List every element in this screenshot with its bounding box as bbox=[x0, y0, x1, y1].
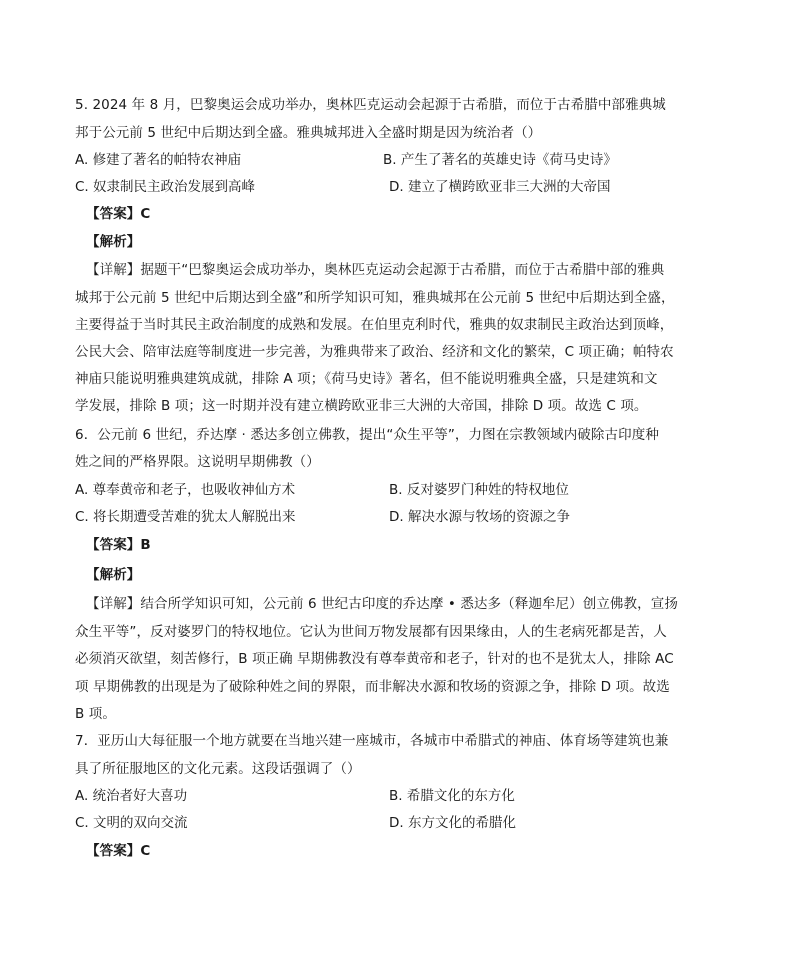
q6-stem-line-2: 姓之间的严格界限。这说明早期佛教（） bbox=[75, 454, 320, 470]
q6-detail-line-2: 众生平等”，反对婆罗门的特权地位。它认为世间万物发展都有因果缘由，人的生老病死都是苦，人 bbox=[75, 624, 667, 640]
q5-detail-line-6: 学发展，排除 B 项；这一时期并没有建立横跨欧亚非三大洲的大帝国，排除 D 项。故选 C 项。 bbox=[75, 398, 648, 414]
q7-option-a: A. 统治者好大喜功 bbox=[75, 788, 188, 804]
q5-detail-line-1: 【详解】据题干“巴黎奥运会成功举办，奥林匹克运动会起源于古希腊，而位于古希腊中部的雅典 bbox=[86, 262, 665, 278]
q6-detail-line-1: 【详解】结合所学知识可知，公元前 6 世纪古印度的乔达摩 • 悉达多（释迦牟尼）创立佛教，宣扬 bbox=[86, 596, 678, 612]
q7-option-c: C. 文明的双向交流 bbox=[75, 815, 188, 831]
q5-answer: 【答案】C bbox=[86, 206, 151, 222]
q6-analysis-label: 【解析】 bbox=[86, 567, 141, 583]
q5-option-d: D. 建立了横跨欧亚非三大洲的大帝国 bbox=[389, 179, 611, 195]
q7-stem-line-1: 7．亚历山大每征服一个地方就要在当地兴建一座城市，各城市中希腊式的神庙、体育场等建筑也兼 bbox=[75, 733, 669, 749]
q5-detail-line-2: 城邦于公元前 5 世纪中后期达到全盛”和所学知识可知，雅典城邦在公元前 5 世纪中后期达到全盛， bbox=[75, 290, 675, 306]
q6-option-c: C. 将长期遭受苦难的犹太人解脱出来 bbox=[75, 509, 296, 525]
q6-answer: 【答案】B bbox=[86, 537, 151, 553]
q7-option-d: D. 东方文化的希腊化 bbox=[389, 815, 516, 831]
q5-option-a: A. 修建了著名的帕特农神庙 bbox=[75, 152, 242, 168]
q7-answer: 【答案】C bbox=[86, 843, 151, 859]
q7-option-b: B. 希腊文化的东方化 bbox=[389, 788, 515, 804]
q6-option-d: D. 解决水源与牧场的资源之争 bbox=[389, 509, 570, 525]
q6-detail-line-5: B 项。 bbox=[75, 706, 116, 722]
q6-option-b: B. 反对婆罗门种姓的特权地位 bbox=[389, 482, 569, 498]
q5-detail-line-3: 主要得益于当时其民主政治制度的成熟和发展。在伯里克利时代，雅典的奴隶制民主政治达到顶峰， bbox=[75, 317, 674, 333]
q5-option-b: B. 产生了著名的英雄史诗《荷马史诗》 bbox=[383, 152, 617, 168]
q5-analysis-label: 【解析】 bbox=[86, 234, 141, 250]
q6-detail-line-4: 项 早期佛教的出现是为了破除种姓之间的界限，而非解决水源和牧场的资源之争，排除 D 项。故选 bbox=[75, 679, 670, 695]
q7-stem-line-2: 具了所征服地区的文化元素。这段话强调了（） bbox=[75, 761, 361, 777]
q5-stem-line-2: 邦于公元前 5 世纪中后期达到全盛。雅典城邦进入全盛时期是因为统治者（） bbox=[75, 125, 542, 141]
q6-detail-line-3: 必须消灭欲望，刻苦修行，B 项正确 早期佛教没有尊奉黄帝和老子，针对的也不是犹太人，排除 AC bbox=[75, 651, 674, 667]
q6-option-a: A. 尊奉黄帝和老子，也吸收神仙方术 bbox=[75, 482, 296, 498]
q5-detail-line-4: 公民大会、陪审法庭等制度进一步完善，为雅典带来了政治、经济和文化的繁荣，C 项正确；帕特农 bbox=[75, 344, 674, 360]
q5-detail-line-5: 神庙只能说明雅典建筑成就，排除 A 项；《荷马史诗》著名，但不能说明雅典全盛，只是建筑和文 bbox=[75, 371, 658, 387]
q5-option-c: C. 奴隶制民主政治发展到高峰 bbox=[75, 179, 256, 195]
q6-stem-line-1: 6．公元前 6 世纪，乔达摩 · 悉达多创立佛教，提出“众生平等”，力图在宗教领域内破除古印度种 bbox=[75, 427, 659, 443]
q5-stem-line-1: 5. 2024 年 8 月，巴黎奥运会成功举办，奥林匹克运动会起源于古希腊，而位于古希腊中部雅典城 bbox=[75, 97, 666, 113]
